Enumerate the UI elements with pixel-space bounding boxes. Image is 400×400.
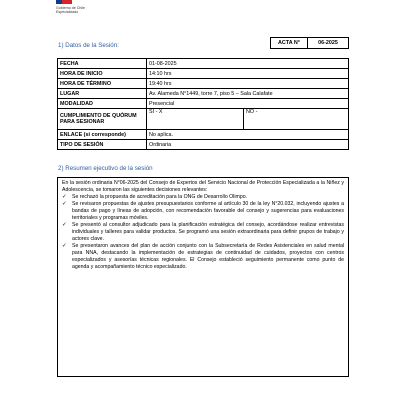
section-2-title: 2) Resumen ejecutivo de la sesión <box>58 165 153 172</box>
detail-row-termino <box>58 79 349 89</box>
summary-item <box>62 243 344 271</box>
quorum-label: CUMPLIMIENTO DE QUÓRUM PARA SESIONAR <box>58 109 147 130</box>
detail-label: MODALIDAD <box>58 99 147 109</box>
acta-box <box>270 37 349 49</box>
check-icon: ✓ <box>62 201 67 207</box>
acta-number: 06-2025 <box>308 38 349 49</box>
logo-line-1: Gobierno de Chile <box>56 6 85 10</box>
detail-value: 01-08-2025 <box>147 59 349 69</box>
check-icon: ✓ <box>62 222 67 228</box>
detail-value: 14:10 hrs <box>147 69 349 79</box>
logo <box>56 0 96 24</box>
detail-row-enlace <box>58 130 349 140</box>
session-details-table <box>57 58 349 150</box>
summary-item <box>62 194 344 201</box>
check-icon: ✓ <box>62 194 67 200</box>
tipo-label: TIPO DE SESIÓN <box>58 140 147 150</box>
section-1-title: 1) Datos de la Sesión: <box>58 42 119 49</box>
detail-label: HORA DE INICIO <box>58 69 147 79</box>
detail-row-fecha <box>58 59 349 69</box>
summary-item-text: Se presentaron avances del plan de acción conjunto con la Subsecretaría de Redes Asistenciales en salud mental para NNA, destacando la implementación de estrategias de continuidad de cuidados, proyectos con centros especializados y asesorías técnicas regionales. El Consejo estableció seguimiento permanente como punto de agenda y acompañamiento técnico especializado. <box>72 243 344 270</box>
summary-item-text: Se revisaron propuestas de ajustes presupuestarios conforme al artículo 30 de la ley N°20.032, incluyendo ajustes a bandas de pago y líneas de adopción, con recomendación favorable del consejo y sugerencias para evaluaciones territoriales y programas móviles. <box>72 201 344 221</box>
acta-label: ACTA N° <box>271 38 308 49</box>
tipo-value: Ordinaria <box>147 140 349 150</box>
logo-bar-red <box>62 0 72 4</box>
logo-text <box>56 6 85 14</box>
detail-row-lugar <box>58 89 349 99</box>
detail-value: 19:40 hrs <box>147 79 349 89</box>
detail-value: Presencial <box>147 99 349 109</box>
enlace-value: No aplica. <box>147 130 349 140</box>
detail-label: HORA DE TÉRMINO <box>58 79 147 89</box>
summary-item <box>62 201 344 222</box>
summary-item <box>62 222 344 243</box>
quorum-si: SI - X <box>147 109 244 130</box>
detail-row-inicio <box>58 69 349 79</box>
quorum-no: NO - <box>244 109 349 130</box>
detail-row-tipo <box>58 140 349 150</box>
logo-line-2: Especializado <box>56 10 79 14</box>
detail-label: LUGAR <box>58 89 147 99</box>
detail-label: FECHA <box>58 59 147 69</box>
check-icon: ✓ <box>62 243 67 249</box>
detail-row-modalidad <box>58 99 349 109</box>
summary-intro: En la sesión ordinaria N°06-2025 del Consejo de Expertos del Servicio Nacional de Protección Especializada a la Niñez y Adolescencia, se tomaron las siguientes decisiones relevantes: <box>62 180 344 193</box>
summary-item-text: Se presentó al consultor adjudicado para la planificación estratégica del consejo, acordándose realizar entrevistas individuales y talleres para validar productos. Se programó una sesión extraordinaria para definir grupos de trabajo y actores clave. <box>72 222 344 242</box>
detail-row-quorum <box>58 109 349 130</box>
detail-value: Av. Alameda N°1449, torre 7, piso 5 – Sala Calafate <box>147 89 349 99</box>
summary-box <box>57 177 349 377</box>
enlace-label: ENLACE (si corresponde) <box>58 130 147 140</box>
summary-list <box>62 194 344 271</box>
summary-item-text: Se rechazó la propuesta de acreditación para la ONG de Desarrollo Olimpo. <box>72 194 248 200</box>
